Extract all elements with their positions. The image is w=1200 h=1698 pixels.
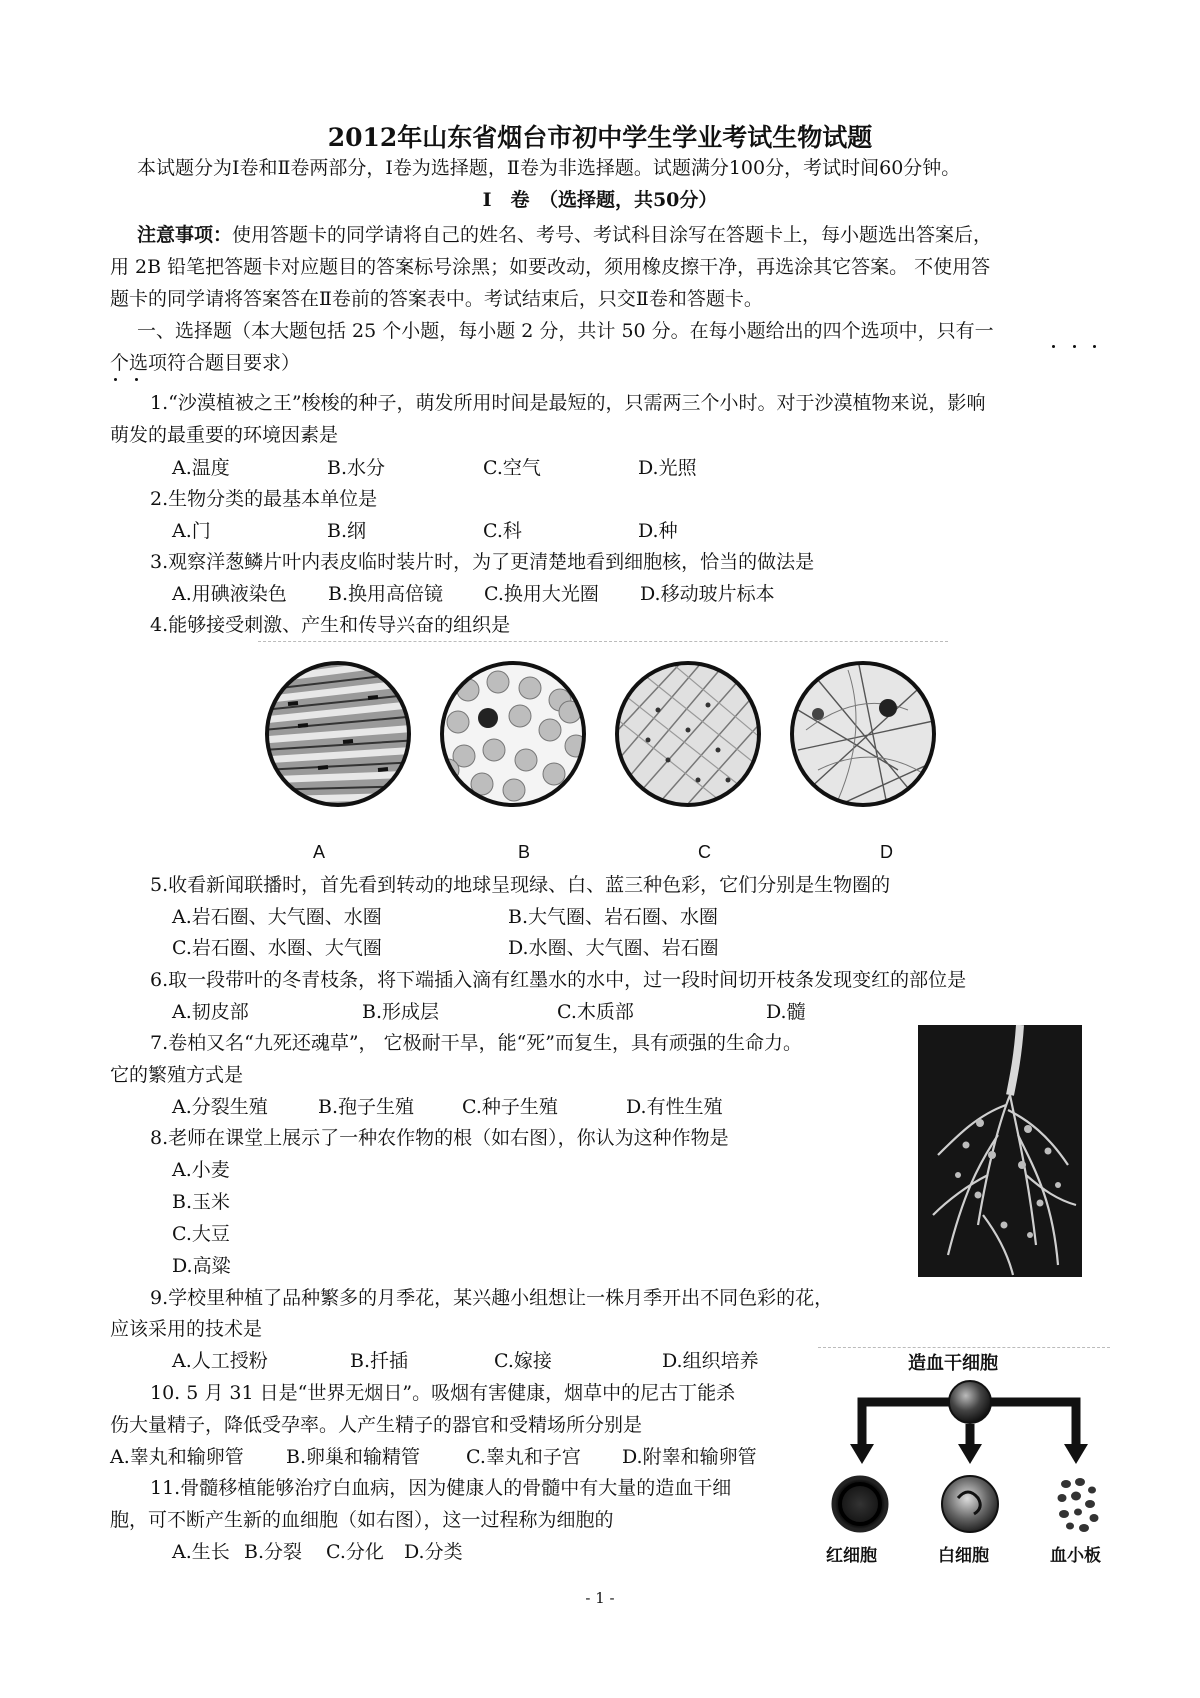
question-1-line-2: 萌发的最重要的环境因素是 <box>110 424 339 446</box>
legume-root-photo <box>918 1025 1082 1277</box>
stem-cell-icon <box>949 1381 991 1423</box>
q5-option-a: A.岩石圈、大气圈、水圈 <box>172 906 382 928</box>
question-9-line-1: 9.学校里种植了品种繁多的月季花，某兴趣小组想让一株月季开出不同色彩的花， <box>150 1287 834 1309</box>
question-11-line-1: 11.骨髓移植能够治疗白血病，因为健康人的骨髓中有大量的造血干细 <box>150 1477 732 1499</box>
q6-option-b: B.形成层 <box>362 1001 440 1023</box>
q3-option-a: A.用碘液染色 <box>172 583 287 605</box>
question-9-line-2: 应该采用的技术是 <box>110 1318 263 1340</box>
q8-option-d: D.高粱 <box>172 1255 231 1277</box>
q4-label-a: A <box>313 842 326 862</box>
platelet-label: 血小板 <box>1050 1546 1101 1566</box>
notes-text-1: 使用答题卡的同学请将自己的姓名、考号、考试科目涂写在答题卡上，每小题选出答案后， <box>232 224 993 246</box>
q9-option-d: D.组织培养 <box>662 1350 759 1372</box>
emphasis-dot <box>1052 345 1055 348</box>
red-cell-label: 红细胞 <box>826 1546 877 1566</box>
q5-option-c: C.岩石圈、水圈、大气圈 <box>172 937 382 959</box>
q9-option-a: A.人工授粉 <box>172 1350 268 1372</box>
notes-line-2: 用 2B 铅笔把答题卡对应题目的答案标号涂黑；如要改动，须用橡皮擦干净，再选涂其它答案。 不使用答 <box>110 256 991 278</box>
nerve-tissue-image <box>788 650 948 820</box>
section-heading: Ⅰ 卷 （选择题，共50分） <box>482 189 718 211</box>
page-title: 2012年山东省烟台市初中学生学业考试生物试题 <box>327 123 873 152</box>
question-7-line-1: 7.卷柏又名“九死还魂草”， 它极耐干旱，能“死”而复生，具有顽强的生命力。 <box>150 1032 803 1054</box>
q11-option-c: C.分化 <box>326 1541 384 1563</box>
question-7-line-2: 它的繁殖方式是 <box>110 1064 244 1086</box>
q2-option-d: D.种 <box>638 520 678 542</box>
question-4-line-1: 4.能够接受刺激、产生和传导兴奋的组织是 <box>150 614 511 636</box>
emphasis-dot <box>1093 345 1096 348</box>
q8-option-a: A.小麦 <box>172 1159 230 1181</box>
q5-option-d: D.水圈、大气圈、岩石圈 <box>508 937 719 959</box>
question-10-line-1: 10. 5 月 31 日是“世界无烟日”。吸烟有害健康，烟草中的尼古丁能杀 <box>150 1382 736 1404</box>
tissue-micrographs <box>258 650 948 820</box>
q9-option-c: C.嫁接 <box>494 1350 552 1372</box>
q10-option-b: B.卵巢和输精管 <box>286 1446 421 1468</box>
epithelial-tissue-image <box>613 650 773 820</box>
q2-option-a: A.门 <box>172 520 211 542</box>
q10-option-c: C.睾丸和子宫 <box>466 1446 581 1468</box>
notes-line-3: 题卡的同学请将答案答在Ⅱ卷前的答案表中。考试结束后，只交Ⅱ卷和答题卡。 <box>110 288 763 310</box>
q7-option-a: A.分裂生殖 <box>172 1096 268 1118</box>
blood-tissue-image <box>408 650 618 820</box>
arrow-to-platelet <box>991 1402 1076 1446</box>
q6-option-d: D.髓 <box>766 1001 806 1023</box>
question-5-line-1: 5.收看新闻联播时，首先看到转动的地球呈现绿、白、蓝三种色彩，它们分别是生物圈的 <box>150 874 891 896</box>
q7-option-c: C.种子生殖 <box>462 1096 558 1118</box>
q4-label-d: D <box>880 842 893 862</box>
q10-option-d: D.附睾和输卵管 <box>622 1446 757 1468</box>
q4-label-b: B <box>518 842 531 862</box>
question-11-line-2: 胞，可不断产生新的血细胞（如右图），这一过程称为细胞的 <box>110 1509 614 1531</box>
q8-option-c: C.大豆 <box>172 1223 230 1245</box>
q1-option-a: A.温度 <box>172 457 230 479</box>
emphasis-dot <box>1073 345 1076 348</box>
q11-option-a: A.生长 <box>172 1541 230 1563</box>
q4-label-c: C <box>698 842 711 862</box>
q10-option-a: A.睾丸和输卵管 <box>110 1446 244 1468</box>
platelet-icon <box>1058 1478 1099 1532</box>
part1-line-2: 个选项符合题目要求） <box>110 352 301 374</box>
notes-line-1 <box>137 220 992 250</box>
q1-option-b: B.水分 <box>327 457 386 479</box>
q7-option-b: B.孢子生殖 <box>318 1096 415 1118</box>
figure-top-border <box>258 641 948 643</box>
page-number: - 1 - <box>585 1589 615 1607</box>
question-8-line-1: 8.老师在课堂上展示了一种农作物的根（如右图），你认为这种作物是 <box>150 1127 729 1149</box>
q3-option-b: B.换用高倍镜 <box>328 583 444 605</box>
q1-option-d: D.光照 <box>638 457 697 479</box>
q11-option-b: B.分裂 <box>244 1541 303 1563</box>
q2-option-b: B.纲 <box>327 520 367 542</box>
q7-option-d: D.有性生殖 <box>626 1096 723 1118</box>
question-2-line-1: 2.生物分类的最基本单位是 <box>150 488 378 510</box>
q1-option-c: C.空气 <box>483 457 541 479</box>
intro-text: 本试题分为Ⅰ卷和Ⅱ卷两部分，Ⅰ卷为选择题，Ⅱ卷为非选择题。试题满分100分，考试时间60分钟。 <box>137 157 961 179</box>
q9-option-b: B.扦插 <box>350 1350 409 1372</box>
white-cell-label: 白细胞 <box>938 1546 989 1566</box>
question-10-line-2: 伤大量精子，降低受孕率。人产生精子的器官和受精场所分别是 <box>110 1414 643 1436</box>
stem-cell-label: 造血干细胞 <box>908 1353 998 1374</box>
question-1-line-1: 1.“沙漠植被之王”梭梭的种子，萌发所用时间是最短的，只需两三个小时。对于沙漠植物来说，影响 <box>150 392 986 414</box>
diagram-top-border <box>818 1347 1110 1349</box>
q5-option-b: B.大气圈、岩石圈、水圈 <box>508 906 719 928</box>
emphasis-dot <box>135 378 138 381</box>
emphasis-dot <box>114 378 117 381</box>
q6-option-a: A.韧皮部 <box>172 1001 249 1023</box>
white-cell-icon <box>942 1476 998 1532</box>
notes-label: 注意事项： <box>137 224 233 246</box>
muscle-tissue-image <box>258 650 428 820</box>
q2-option-c: C.科 <box>483 520 522 542</box>
question-6-line-1: 6.取一段带叶的冬青枝条，将下端插入滴有红墨水的水中，过一段时间切开枝条发现变红的部位是 <box>150 969 967 991</box>
q3-option-d: D.移动玻片标本 <box>640 583 775 605</box>
q8-option-b: B.玉米 <box>172 1191 231 1213</box>
arrow-to-red <box>862 1402 949 1446</box>
q6-option-c: C.木质部 <box>557 1001 634 1023</box>
blood-cell-diagram <box>818 1378 1110 1558</box>
part1-line-1: 一、选择题（本大题包括 25 个小题，每小题 2 分，共计 50 分。在每小题给出的四个选项中，只有一 <box>137 320 994 342</box>
q3-option-c: C.换用大光圈 <box>484 583 599 605</box>
q11-option-d: D.分类 <box>404 1541 463 1563</box>
question-3-line-1: 3.观察洋葱鳞片叶内表皮临时装片时，为了更清楚地看到细胞核，恰当的做法是 <box>150 551 815 573</box>
